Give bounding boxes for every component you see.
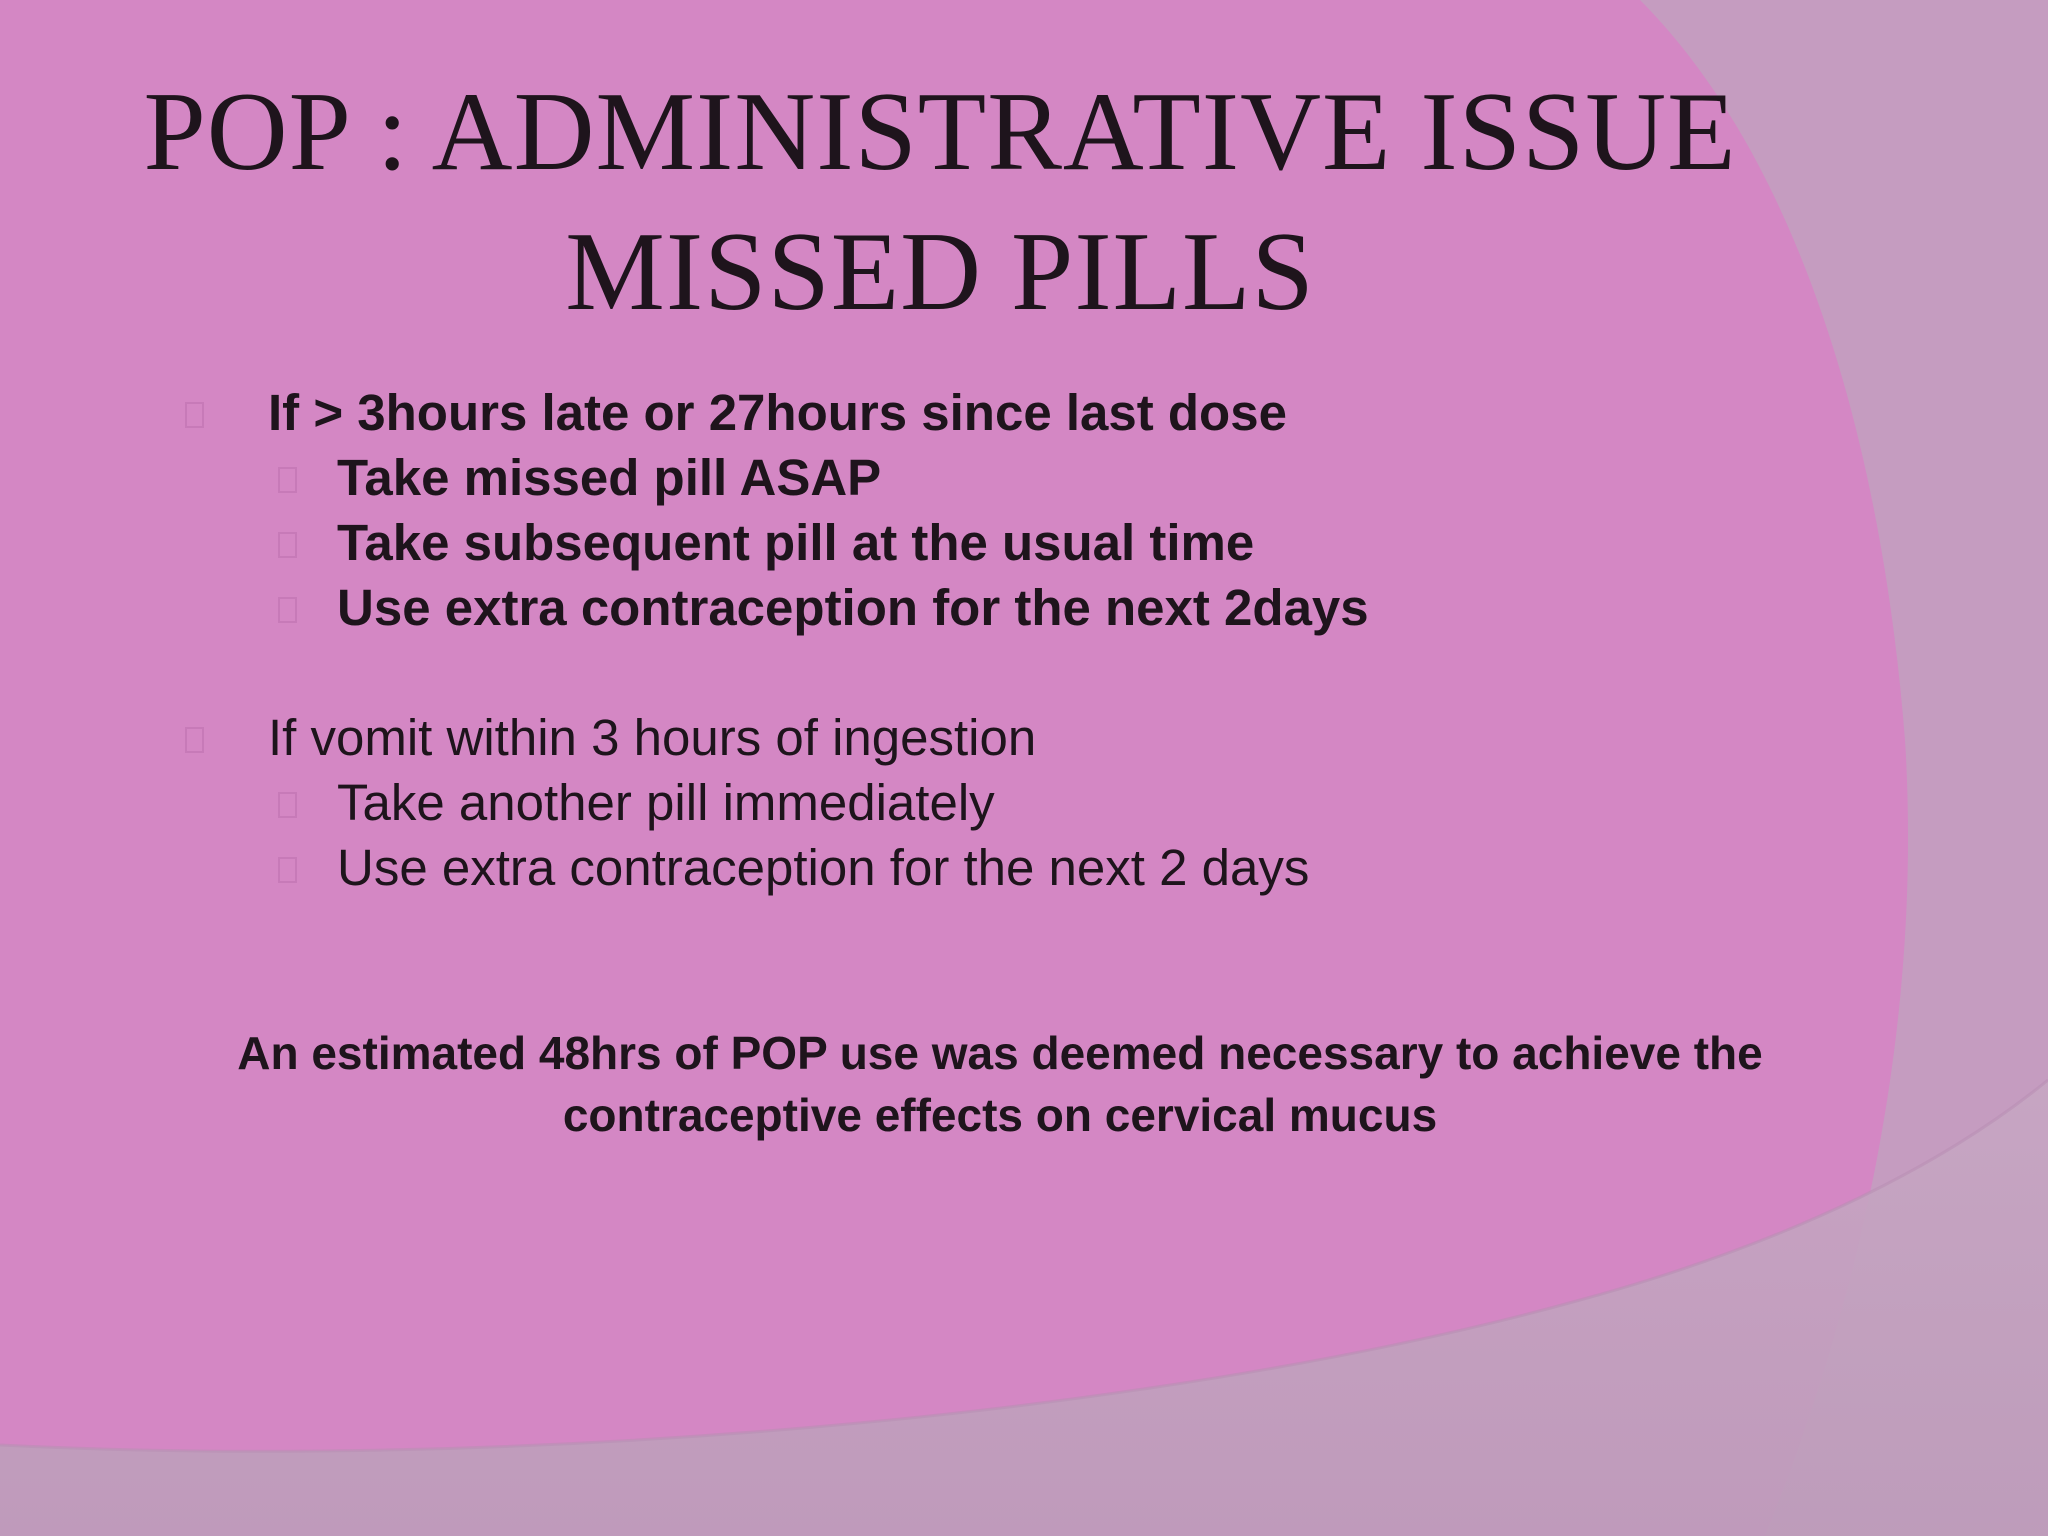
section2-item-2: Use extra contraception for the next 2 days [337, 839, 1310, 896]
section1-item-2: Take subsequent pill at the usual time [337, 514, 1255, 571]
slide-title-line-1: POP : ADMINISTRATIVE ISSUE [143, 70, 1737, 194]
section2-item-1: Take another pill immediately [337, 774, 995, 831]
sub-bullet-marker-icon [278, 857, 297, 883]
bullet-marker-icon [185, 402, 204, 428]
sub-bullet-marker-icon [278, 792, 297, 818]
section1-item-1: Take missed pill ASAP [337, 449, 882, 506]
sub-bullet-marker-icon [278, 597, 297, 623]
sub-bullet-marker-icon [278, 532, 297, 558]
section1-heading: If > 3hours late or 27hours since last dose [268, 384, 1287, 441]
section1-item-3: Use extra contraception for the next 2days [337, 579, 1369, 636]
section2-heading: If vomit within 3 hours of ingestion [268, 709, 1037, 766]
slide-title-line-2: MISSED PILLS [565, 210, 1315, 334]
footnote-text: An estimated 48hrs of POP use was deemed necessary to achieve the contraceptive effects on cervical mucus [237, 1027, 1763, 1141]
sub-bullet-marker-icon [278, 467, 297, 493]
bullet-marker-icon [185, 727, 204, 753]
